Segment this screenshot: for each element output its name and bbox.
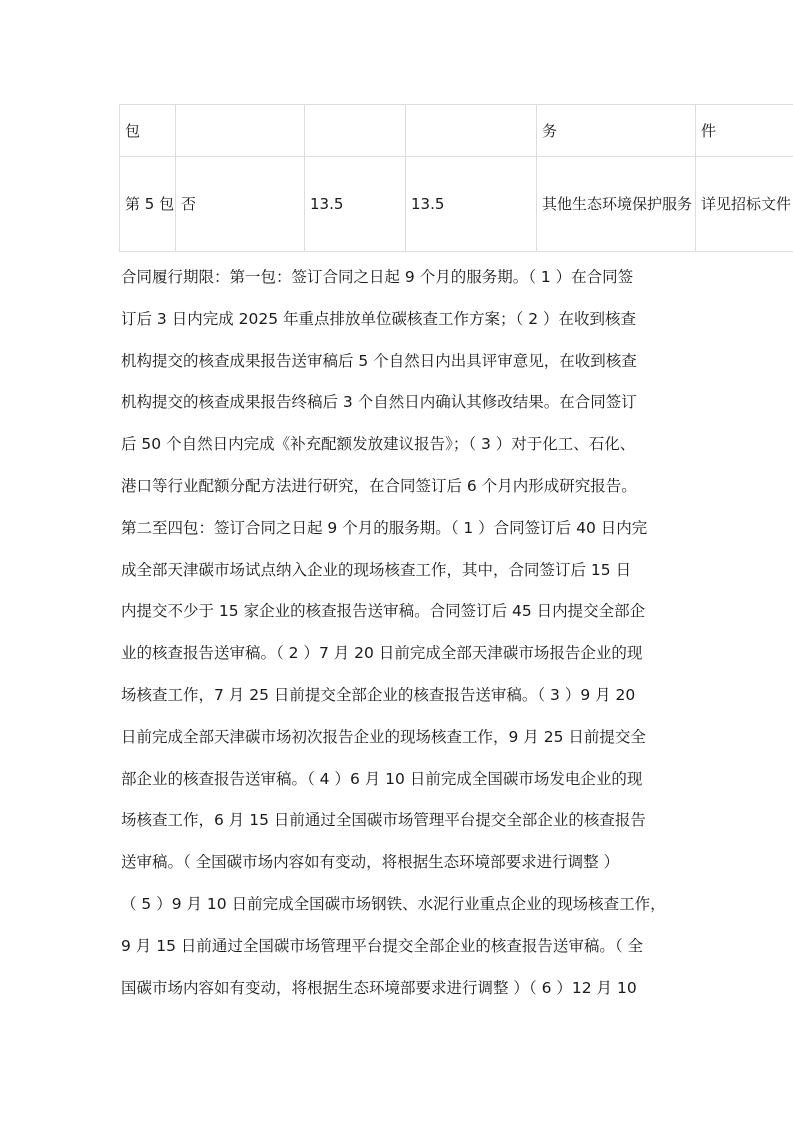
table-row: [120, 105, 793, 157]
text-line: 订后 3 日内完成 2025 年重点排放单位碳核查工作方案；（ 2 ）在收到核查: [121, 309, 636, 328]
text-line: 第二至四包：签订合同之日起 9 个月的服务期。（ 1 ）合同签订后 40 日内完: [121, 518, 648, 537]
text-line: 成全部天津碳市场试点纳入企业的现场核查工作，其中，合同签订后 15 日: [121, 560, 632, 579]
text-line: 机构提交的核查成果报告终稿后 3 个自然日内确认其修改结果。在合同签订: [121, 393, 637, 412]
text-line: （ 5 ）9 月 10 日前完成全国碳市场钢铁、水泥行业重点企业的现场核查工作，: [121, 894, 666, 913]
text-line: 国碳市场内容如有变动，将根据生态环境部要求进行调整 ）（ 6 ）12 月 10: [121, 978, 637, 997]
text-line: 机构提交的核查成果报告送审稿后 5 个自然日内出具评审意见，在收到核查: [121, 351, 637, 370]
text-line: 业的核查报告送审稿。（ 2 ）7 月 20 日前完成全部天津碳市场报告企业的现: [121, 644, 643, 663]
table-cell: 否: [176, 157, 305, 252]
contract-period-text: [121, 257, 689, 1009]
text-line: 部企业的核查报告送审稿。（ 4 ）6 月 10 日前完成全国碳市场发电企业的现: [121, 769, 643, 788]
table-cell: [305, 105, 406, 157]
table-cell: 13.5: [406, 157, 537, 252]
text-line: 送审稿。（ 全国碳市场内容如有变动，将根据生态环境部要求进行调整 ）: [121, 853, 620, 872]
text-line: 场核查工作，6 月 15 日前通过全国碳市场管理平台提交全部企业的核查报告: [121, 811, 646, 830]
table-cell: 件: [696, 105, 793, 157]
package-number-cell: 第 5 包: [120, 157, 176, 252]
package-table: [119, 104, 793, 252]
table-cell: 包: [120, 105, 176, 157]
text-line: 后 50 个自然日内完成《补充配额发放建议报告》；（ 3 ）对于化工、石化、: [121, 435, 636, 454]
text-line: 日前完成全部天津碳市场初次报告企业的现场核查工作，9 月 25 日前提交全: [121, 727, 646, 746]
table-cell: 务: [537, 105, 696, 157]
text-line: 9 月 15 日前通过全国碳市场管理平台提交全部企业的核查报告送审稿。（ 全: [121, 936, 644, 955]
table-row: [120, 157, 793, 252]
remark-cell: 详见招标文件: [696, 157, 793, 252]
text-line: 内提交不少于 15 家企业的核查报告送审稿。合同签订后 45 日内提交全部企: [121, 602, 646, 621]
text-line: 合同履行期限：第一包：签订合同之日起 9 个月的服务期。（ 1 ）在合同签: [121, 268, 634, 286]
table-cell: [406, 105, 537, 157]
service-type-cell: 其他生态环境保护服务: [537, 157, 696, 252]
table-cell: [176, 105, 305, 157]
text-line: 港口等行业配额分配方法进行研究，在合同签订后 6 个月内形成研究报告。: [121, 476, 637, 495]
text-line: 场核查工作，7 月 25 日前提交全部企业的核查报告送审稿。（ 3 ）9 月 20: [121, 685, 636, 704]
table-cell: 13.5: [305, 157, 406, 252]
